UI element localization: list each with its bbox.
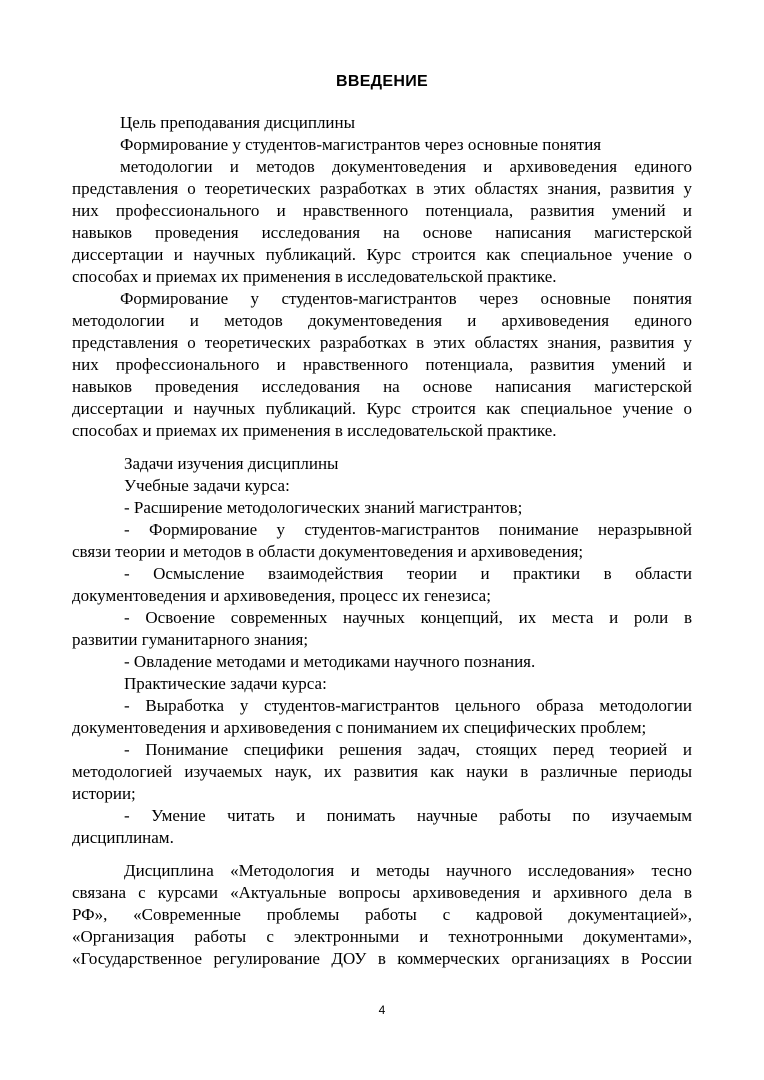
text-line: диссертации и научных публикаций. Курс строится как специальное учение о bbox=[72, 245, 692, 264]
section-title-tasks: Задачи изучения дисциплины bbox=[124, 454, 339, 473]
subsection-title-educational: Учебные задачи курса: bbox=[124, 476, 290, 495]
text-line: методологией изучаемых наук, их развития как науки в различные периоды bbox=[72, 762, 692, 781]
text-line: развитии гуманитарного знания; bbox=[72, 630, 309, 649]
text-line: «Организация работы с электронными и технотронными документами», bbox=[72, 927, 692, 946]
text-line: методологии и методов документоведения и архивоведения единого bbox=[120, 157, 692, 176]
text-line: связи теории и методов в области документоведения и архивоведения; bbox=[72, 542, 584, 561]
text-line: представления о теоретических разработках в этих областях знания, развития у bbox=[72, 333, 692, 352]
page-number: 4 bbox=[378, 1003, 386, 1017]
text-line: РФ», «Современные проблемы работы с кадровой документацией», bbox=[72, 905, 692, 924]
text-line: навыков проведения исследования на основе написания магистерской bbox=[72, 223, 692, 242]
list-item: - Осмысление взаимодействия теории и практики в области bbox=[124, 564, 692, 583]
list-item: - Формирование у студентов-магистрантов понимание неразрывной bbox=[124, 520, 692, 539]
list-item: - Выработка у студентов-магистрантов цельного образа методологии bbox=[124, 696, 692, 715]
text-line: дисциплинам. bbox=[72, 828, 174, 847]
list-item: - Расширение методологических знаний магистрантов; bbox=[124, 498, 523, 517]
text-line: «Государственное регулирование ДОУ в коммерческих организациях в России bbox=[72, 949, 692, 968]
text-line: них профессионального и нравственного потенциала, развития умений и bbox=[72, 355, 692, 374]
page-heading: ВВЕДЕНИЕ bbox=[336, 73, 428, 90]
text-line: Формирование у студентов-магистрантов через основные понятия bbox=[120, 135, 602, 154]
section-title-purpose: Цель преподавания дисциплины bbox=[120, 113, 356, 132]
text-line: методологии и методов документоведения и архивоведения единого bbox=[72, 311, 692, 330]
text-line: способах и приемах их применения в исследовательской практике. bbox=[72, 421, 557, 440]
text-line: связана с курсами «Актуальные вопросы архивоведения и архивного дела в bbox=[72, 883, 692, 902]
text-line: документоведения и архивоведения, процесс их генезиса; bbox=[72, 586, 491, 605]
list-item: - Освоение современных научных концепций, их места и роли в bbox=[124, 608, 692, 627]
text-line: Формирование у студентов-магистрантов через основные понятия bbox=[120, 289, 692, 308]
list-item: - Овладение методами и методиками научного познания. bbox=[124, 652, 536, 671]
list-item: - Понимание специфики решения задач, стоящих перед теорией и bbox=[124, 740, 692, 759]
text-line: способах и приемах их применения в исследовательской практике. bbox=[72, 267, 557, 286]
text-line: диссертации и научных публикаций. Курс строится как специальное учение о bbox=[72, 399, 692, 418]
text-line: навыков проведения исследования на основе написания магистерской bbox=[72, 377, 692, 396]
subsection-title-practical: Практические задачи курса: bbox=[124, 674, 327, 693]
list-item: - Умение читать и понимать научные работы по изучаемым bbox=[124, 806, 692, 825]
text-line: документоведения и архивоведения с пониманием их специфических проблем; bbox=[72, 718, 647, 737]
text-line: них профессионального и нравственного потенциала, развития умений и bbox=[72, 201, 692, 220]
text-line: Дисциплина «Методология и методы научного исследования» тесно bbox=[124, 861, 692, 880]
text-line: истории; bbox=[72, 784, 136, 803]
text-line: представления о теоретических разработках в этих областях знания, развития у bbox=[72, 179, 692, 198]
